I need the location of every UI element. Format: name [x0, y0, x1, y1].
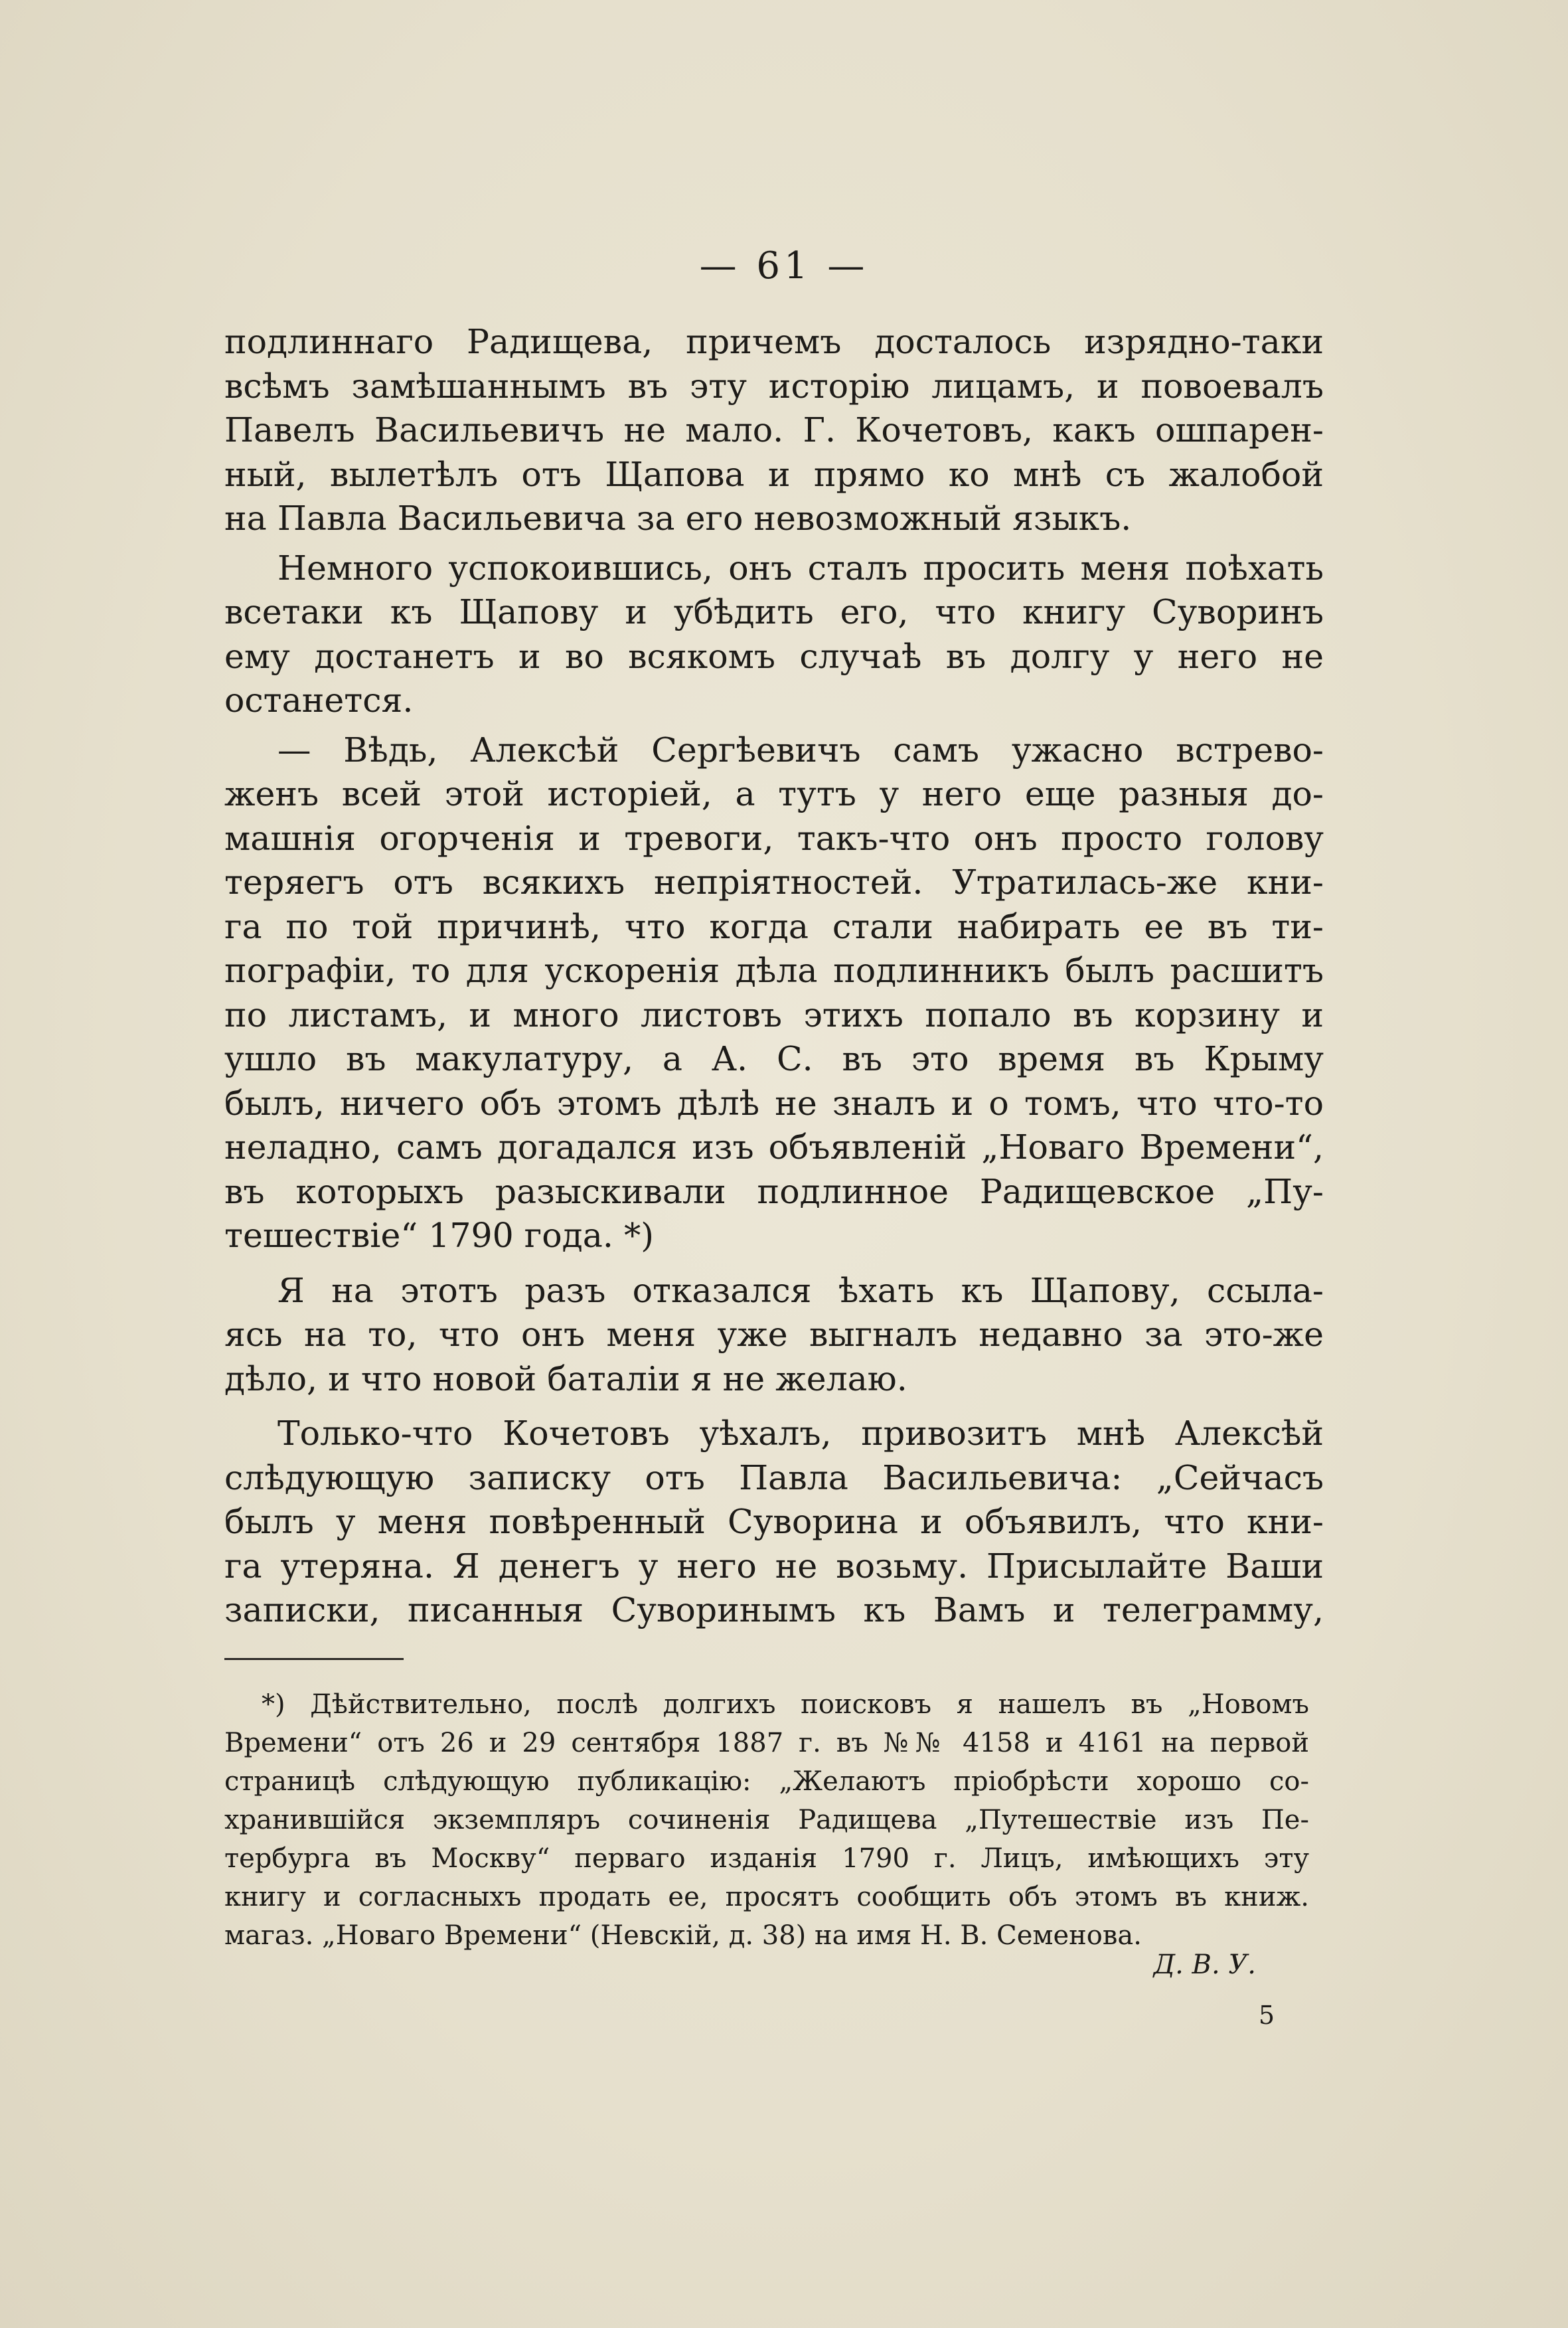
text-line: въ которыхъ разыскивали подлинное Радищевское „Пу- [224, 1171, 1324, 1211]
text-line: былъ, ничего объ этомъ дѣлѣ не зналъ и о томъ, что что-то [224, 1083, 1324, 1123]
text-line: ясь на то, что онъ меня уже выгналъ недавно за это-же [224, 1315, 1324, 1354]
text-line: подлиннаго Радищева, причемъ досталось изрядно-таки [224, 322, 1324, 361]
text-line: ушло въ макулатуру, а А. С. въ это время въ Крыму [224, 1039, 1324, 1078]
text-line: на Павла Васильевича за его невозможный языкъ. [224, 499, 1132, 538]
text-line: останется. [224, 681, 414, 720]
text-line: по листамъ, и много листовъ этихъ попало въ корзину и [224, 995, 1324, 1035]
text-line: дѣло, и что новой баталіи я не желаю. [224, 1359, 907, 1398]
text-line: га утеряна. Я денегъ у него не возьму. Присылайте Ваши [224, 1546, 1324, 1586]
footnote-line: *) Дѣйствительно, послѣ долгихъ поисковъ я нашелъ въ „Новомъ [262, 1689, 1309, 1720]
text-line: га по той причинѣ, что когда стали набирать ее въ ти- [224, 906, 1324, 946]
text-line: женъ всей этой исторіей, а тутъ у него еще разныя до- [224, 774, 1324, 813]
printer-signature-mark: 5 [1258, 2001, 1275, 2030]
text-line: тешествіе“ 1790 года. *) [224, 1216, 654, 1255]
text-line: Павелъ Васильевичъ не мало. Г. Кочетовъ, какъ ошпарен- [224, 410, 1324, 450]
text-line: всетаки къ Щапову и убѣдить его, что книгу Суворинъ [224, 592, 1324, 631]
text-line: теряегъ отъ всякихъ непріятностей. Утратилась-же кни- [224, 863, 1324, 902]
text-line: машнія огорченія и тревоги, такъ-что онъ просто голову [224, 818, 1324, 858]
page-number: — 61 — [699, 244, 869, 288]
footnote-line: тербурга въ Москву“ перваго изданія 1790 г. Лицъ, имѣющихъ эту [224, 1843, 1309, 1874]
footnote-line: книгу и согласныхъ продать ее, просятъ сообщить объ этомъ въ книж. [224, 1882, 1309, 1912]
text-line: записки, писанныя Суворинымъ къ Вамъ и телеграмму, [224, 1590, 1324, 1629]
text-line: Только-что Кочетовъ уѣхалъ, привозитъ мнѣ Алексѣй [277, 1414, 1324, 1453]
text-line: ный, вылетѣлъ отъ Щапова и прямо ко мнѣ съ жалобой [224, 454, 1324, 494]
text-line: неладно, самъ догадался изъ объявленій „Новаго Времени“, [224, 1127, 1324, 1167]
text-line: Немного успокоившись, онъ сталъ просить меня поѣхать [277, 548, 1324, 588]
text-line: былъ у меня повѣренный Суворина и объявилъ, что кни- [224, 1502, 1324, 1541]
body-text [224, 320, 1324, 1633]
text-line: Я на этотъ разъ отказался ѣхать къ Щапову, ссыла- [277, 1270, 1324, 1310]
text-line: слѣдующую записку отъ Павла Васильевича: „Сейчасъ [224, 1457, 1324, 1497]
text-line: — Вѣдь, Алексѣй Сергѣевичъ самъ ужасно встрево- [277, 730, 1324, 770]
footnote [224, 1685, 1309, 1955]
footnote-divider [224, 1658, 404, 1660]
text-line: пографіи, то для ускоренія дѣла подлинникъ былъ расшитъ [224, 951, 1324, 990]
footnote-line: магаз. „Новаго Времени“ (Невскій, д. 38) на имя Н. В. Семенова. [224, 1920, 1142, 1951]
text-line: ему достанетъ и во всякомъ случаѣ въ долгу у него не [224, 636, 1324, 676]
footnote-line: хранившійся экземпляръ сочиненія Радищева „Путешествіе изъ Пе- [224, 1805, 1309, 1835]
footnote-line: страницѣ слѣдующую публикацію: „Желаютъ пріобрѣсти хорошо со- [224, 1766, 1309, 1797]
footnote-line: Времени“ отъ 26 и 29 сентября 1887 г. въ №№ 4158 и 4161 на первой [224, 1728, 1309, 1758]
text-line: всѣмъ замѣшаннымъ въ эту исторію лицамъ, и повоевалъ [224, 366, 1324, 406]
footnote-signature: Д. В. У. [1153, 1950, 1256, 1980]
